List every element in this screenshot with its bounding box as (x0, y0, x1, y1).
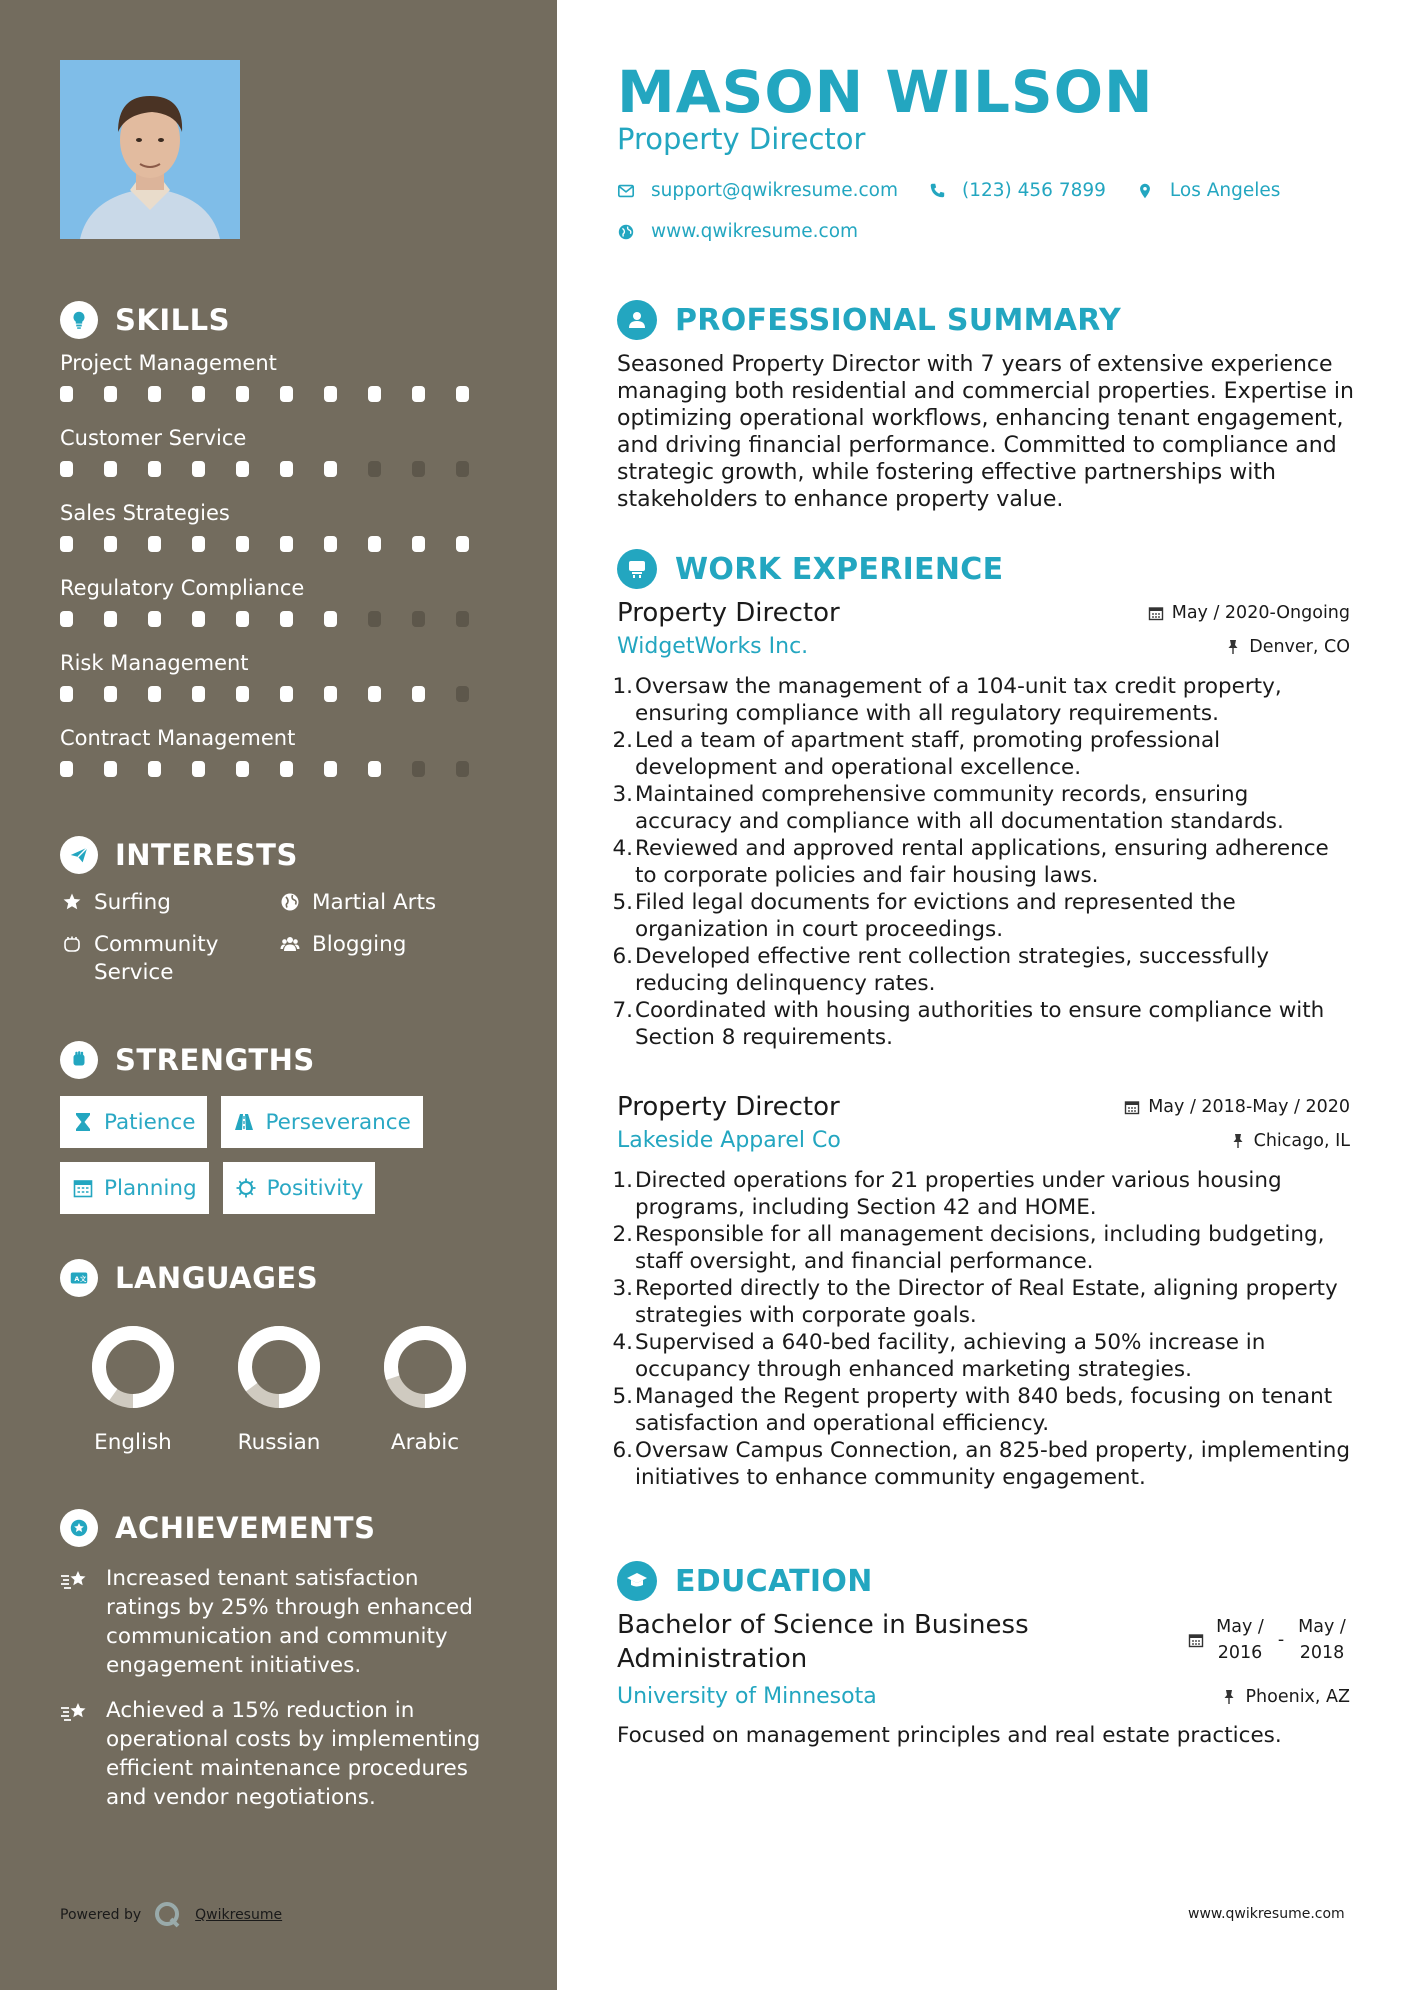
skill-name: Regulatory Compliance (60, 576, 305, 600)
pushpin-icon (1230, 1133, 1246, 1149)
skill-level-dot (368, 611, 381, 627)
skill-level-dot (324, 536, 337, 552)
pushpin-icon (1225, 639, 1241, 655)
strength-label: Perseverance (265, 1109, 411, 1135)
skill-level-dot (60, 611, 73, 627)
candidate-name: MASON WILSON (617, 58, 1154, 126)
globe-icon (278, 889, 302, 912)
trophy-icon (60, 1509, 98, 1547)
skill-level-dot (456, 536, 469, 552)
skill-level-dot (412, 461, 425, 477)
users-icon (278, 931, 302, 954)
achievement-text: Increased tenant satisfaction ratings by 25% through enhanced communication and community engagement initiatives. (106, 1566, 473, 1678)
envelope-icon (617, 182, 635, 200)
job-entry (612, 1092, 1351, 1491)
skill-level-dot (324, 686, 337, 702)
achievement-item (60, 1696, 500, 1812)
skill-level-dot (324, 761, 337, 777)
skill-level-dot (104, 386, 117, 402)
job-bullet-text: Led a team of apartment staff, promoting professional development and operational excellence. (635, 728, 1221, 780)
languages-title: LANGUAGES (115, 1261, 319, 1295)
education-location-text: Phoenix, AZ (1245, 1686, 1350, 1707)
job-bullet-text: Supervised a 640-bed facility, achieving a 50% increase in occupancy through enhanced marketing strategies. (635, 1330, 1266, 1382)
job-bullet: 5. Managed the Regent property with 840 beds, focusing on tenant satisfaction and operational efficiency. (617, 1383, 1350, 1437)
degree-title: Bachelor of Science in Business Administration (617, 1610, 1029, 1674)
skill-level-dot (280, 386, 293, 402)
translate-icon (60, 1259, 98, 1297)
language-level-ring (90, 1324, 176, 1410)
skill-level-dot (148, 611, 161, 627)
skill-level-dot (236, 386, 249, 402)
strength-tag (60, 1096, 207, 1148)
sidebar (0, 0, 557, 1990)
powered-by (60, 1900, 282, 1930)
job-location-text: Chicago, IL (1253, 1130, 1350, 1151)
skill-level-dot (412, 386, 425, 402)
job-bullet: 5. Filed legal documents for evictions and represented the organization in court proceedings. (617, 889, 1350, 943)
skill-item (60, 348, 500, 423)
job-bullet: 6. Oversaw Campus Connection, an 825-bed property, implementing initiatives to enhance community engagement. (612, 1438, 1351, 1490)
job-bullet: 2. Responsible for all management decisions, including budgeting, staff oversight, and financial performance. (617, 1221, 1350, 1275)
skill-level-dot (412, 686, 425, 702)
skill-level-dot (456, 761, 469, 777)
skill-level-dot (104, 536, 117, 552)
phone-number[interactable]: (123) 456 7899 (962, 180, 1106, 201)
skill-level (60, 386, 500, 402)
job-bullet-text: Managed the Regent property with 840 beds, focusing on tenant satisfaction and operational efficiency. (635, 1384, 1333, 1436)
job-bullet-text: Coordinated with housing authorities to ensure compliance with Section 8 requirements. (635, 998, 1325, 1050)
interest-item (60, 931, 278, 987)
education-description: Focused on management principles and real estate practices. (617, 1723, 1282, 1748)
summary-heading (617, 300, 1121, 340)
brand-link[interactable]: Qwikresume (195, 1907, 283, 1923)
strength-tag (60, 1162, 209, 1214)
language-level-ring (382, 1324, 468, 1410)
skill-level-dot (412, 536, 425, 552)
interest-label: Blogging (312, 932, 407, 957)
skill-level-dot (280, 611, 293, 627)
interests-section (60, 835, 500, 987)
strength-tag (223, 1162, 376, 1214)
skill-level-dot (236, 611, 249, 627)
language-item (206, 1324, 352, 1455)
skill-level-dot (60, 536, 73, 552)
skill-name: Sales Strategies (60, 501, 230, 525)
graduation-cap-icon (617, 1561, 657, 1601)
location-text: Los Angeles (1169, 180, 1281, 201)
skill-level-dot (456, 686, 469, 702)
skill-level-dot (324, 461, 337, 477)
job-bullet: 1. Oversaw the management of a 104-unit tax credit property, ensuring compliance with all regulatory requirements. (617, 673, 1350, 727)
skill-level-dot (148, 461, 161, 477)
education-title: EDUCATION (675, 1563, 873, 1599)
achievement-text: Achieved a 15% reduction in operational costs by implementing efficient maintenance procedures and vendor negotiations. (106, 1698, 481, 1810)
education-end: May / 2018 (1298, 1617, 1346, 1663)
achievements-section (60, 1508, 500, 1812)
job-bullet-text: Oversaw the management of a 104-unit tax credit property, ensuring compliance with all regulatory requirements. (635, 674, 1282, 726)
language-name: English (94, 1430, 172, 1455)
language-name: Russian (237, 1430, 321, 1455)
skill-level-dot (148, 686, 161, 702)
skill-item (60, 573, 500, 648)
skill-item (60, 648, 500, 723)
interest-label: Community Service (94, 932, 219, 985)
languages-section (60, 1258, 500, 1455)
shooting-star-icon (60, 1696, 94, 1812)
experience-heading (617, 549, 1003, 589)
skill-level (60, 761, 500, 777)
skill-level-dot (368, 461, 381, 477)
skill-level-dot (280, 686, 293, 702)
skills-section (60, 300, 500, 798)
skill-level (60, 461, 500, 477)
job-bullet: 4. Reviewed and approved rental applications, ensuring adherence to corporate policies and fair housing laws. (617, 835, 1350, 889)
education-start: May / 2016 (1216, 1617, 1264, 1663)
education-location (1221, 1687, 1350, 1707)
hand-icon (60, 931, 84, 954)
skill-level-dot (104, 461, 117, 477)
email-link[interactable]: support@qwikresume.com (651, 180, 898, 201)
skill-name: Contract Management (60, 726, 296, 750)
experience-title: WORK EXPERIENCE (675, 551, 1004, 587)
job-bullet: 3. Maintained comprehensive community records, ensuring accuracy and compliance with all documentation standards. (617, 781, 1350, 835)
job-date (1124, 1097, 1350, 1117)
powered-by-label: Powered by (60, 1907, 142, 1923)
skill-level-dot (104, 611, 117, 627)
job-bullets (612, 1167, 1351, 1491)
skill-level-dot (60, 761, 73, 777)
skill-item (60, 498, 500, 573)
job-bullet: 4. Supervised a 640-bed facility, achieving a 50% increase in occupancy through enhanced marketing strategies. (617, 1329, 1350, 1383)
interest-item (60, 889, 278, 917)
job-bullet-text: Maintained comprehensive community records, ensuring accuracy and compliance with all documentation standards. (635, 782, 1284, 834)
hourglass-icon (72, 1111, 104, 1133)
job-bullet-text: Reported directly to the Director of Real Estate, aligning property strategies with corporate goals. (635, 1276, 1338, 1328)
profile-photo (60, 60, 240, 239)
skill-level-dot (60, 386, 73, 402)
job-bullet-text: Directed operations for 21 properties under various housing programs, including Section 42 and HOME. (635, 1168, 1282, 1220)
interest-label: Martial Arts (312, 890, 437, 915)
calendar-icon (72, 1177, 104, 1199)
strength-label: Positivity (266, 1175, 364, 1201)
interest-item (278, 889, 488, 917)
briefcase-icon (617, 549, 657, 589)
skill-level-dot (192, 686, 205, 702)
achievement-item (60, 1564, 500, 1680)
skill-level-dot (60, 686, 73, 702)
job-location (1230, 1131, 1350, 1151)
skill-level-dot (324, 386, 337, 402)
job-bullet-text: Responsible for all management decisions, including budgeting, staff oversight, and financial performance. (635, 1222, 1325, 1274)
job-title: Property Director (617, 1092, 840, 1122)
skill-level-dot (192, 536, 205, 552)
language-name: Arabic (390, 1430, 460, 1455)
skill-level-dot (456, 611, 469, 627)
job-entry (612, 598, 1350, 1051)
contact-line-2 (617, 221, 858, 242)
website-link[interactable]: www.qwikresume.com (651, 221, 859, 242)
skill-level-dot (368, 536, 381, 552)
language-item (352, 1324, 498, 1455)
skill-level-dot (324, 611, 337, 627)
skills-title: SKILLS (115, 303, 230, 337)
skill-level-dot (148, 386, 161, 402)
job-bullet: 6. Developed effective rent collection strategies, successfully reducing delinquency rates. (617, 943, 1350, 997)
contact-line-1 (617, 180, 1280, 201)
phone-icon (928, 182, 946, 200)
skill-item (60, 723, 500, 798)
summary-title: PROFESSIONAL SUMMARY (675, 302, 1122, 338)
globe-icon (617, 223, 635, 241)
job-date-text: May / 2018-May / 2020 (1148, 1097, 1350, 1117)
skill-level-dot (236, 761, 249, 777)
skill-level (60, 611, 500, 627)
calendar-icon (1188, 1632, 1204, 1648)
job-location (1225, 637, 1350, 657)
skill-level-dot (368, 386, 381, 402)
job-bullet: 1. Directed operations for 21 properties under various housing programs, including Section 42 and HOME. (617, 1167, 1350, 1221)
skill-level-dot (60, 461, 73, 477)
road-icon (233, 1111, 265, 1133)
job-title: Property Director (617, 598, 840, 628)
skill-level (60, 686, 500, 702)
strengths-title: STRENGTHS (115, 1043, 315, 1077)
company-name: WidgetWorks Inc. (617, 634, 809, 659)
education-entry (617, 1608, 1350, 1748)
qwikresume-logo-icon (153, 1900, 183, 1930)
map-pin-icon (1136, 182, 1154, 200)
skill-item (60, 423, 500, 498)
skill-level-dot (236, 461, 249, 477)
skill-name: Customer Service (60, 426, 247, 450)
user-icon (617, 300, 657, 340)
job-bullet: 2. Led a team of apartment staff, promoting professional development and operational excellence. (617, 727, 1350, 781)
interest-label: Surfing (94, 890, 171, 915)
job-bullet-text: Developed effective rent collection strategies, successfully reducing delinquency rates. (635, 944, 1269, 996)
skill-level-dot (104, 686, 117, 702)
job-bullet: 7. Coordinated with housing authorities to ensure compliance with Section 8 requirements. (617, 997, 1350, 1051)
skill-level-dot (148, 761, 161, 777)
language-level-ring (236, 1324, 322, 1410)
strength-tag (221, 1096, 422, 1148)
education-date: May / 2016 - May / 2018 (1188, 1614, 1350, 1666)
summary-text: Seasoned Property Director with 7 years of extensive experience managing both residential and commercial properties. Expertise in optimizing operational workflows, enhancing tenant engagement, and driving financial performance. Committed to compliance and strategic growth, while fostering effective partnerships with stakeholders to enhance property value. (617, 352, 1354, 512)
skill-level-dot (192, 461, 205, 477)
fist-icon (60, 1041, 98, 1079)
sun-icon (235, 1177, 267, 1199)
skill-level-dot (280, 536, 293, 552)
job-date (1148, 603, 1350, 623)
job-bullet-text: Reviewed and approved rental applications, ensuring adherence to corporate policies and fair housing laws. (635, 836, 1329, 888)
job-location-text: Denver, CO (1249, 636, 1350, 657)
svg-text:文: 文 (79, 1275, 87, 1284)
skill-level-dot (280, 761, 293, 777)
calendar-icon (1124, 1099, 1140, 1115)
strengths-section (60, 1040, 500, 1214)
skill-level-dot (412, 761, 425, 777)
interest-item (278, 931, 488, 987)
skill-level-dot (236, 536, 249, 552)
language-item (60, 1324, 206, 1455)
education-heading (617, 1561, 873, 1601)
shooting-star-icon (60, 1564, 94, 1680)
school-name: University of Minnesota (617, 1684, 877, 1709)
job-bullet-text: Oversaw Campus Connection, an 825-bed property, implementing initiatives to enhance community engagement. (635, 1438, 1351, 1490)
skill-level-dot (412, 611, 425, 627)
skill-name: Project Management (60, 351, 277, 375)
pushpin-icon (1221, 1689, 1237, 1705)
strength-label: Planning (104, 1175, 197, 1201)
skill-level-dot (456, 386, 469, 402)
company-name: Lakeside Apparel Co (617, 1128, 841, 1153)
job-bullet-text: Filed legal documents for evictions and represented the organization in court proceedings. (635, 890, 1236, 942)
skill-level-dot (148, 536, 161, 552)
skill-level-dot (192, 761, 205, 777)
skill-level-dot (104, 761, 117, 777)
job-bullet: 3. Reported directly to the Director of Real Estate, aligning property strategies with corporate goals. (617, 1275, 1350, 1329)
star-icon (60, 889, 84, 912)
skill-level-dot (236, 686, 249, 702)
svg-text:A: A (74, 1275, 80, 1284)
skill-level-dot (368, 686, 381, 702)
job-date-text: May / 2020-Ongoing (1171, 603, 1350, 623)
calendar-icon (1148, 605, 1164, 621)
interests-title: INTERESTS (115, 838, 298, 872)
skill-level-dot (456, 461, 469, 477)
skill-name: Risk Management (60, 651, 249, 675)
skill-level (60, 536, 500, 552)
achievements-title: ACHIEVEMENTS (115, 1511, 376, 1545)
skill-level-dot (368, 761, 381, 777)
skill-level-dot (192, 611, 205, 627)
job-bullets (612, 673, 1350, 1051)
lightbulb-icon (60, 301, 98, 339)
footer-website[interactable]: www.qwikresume.com (1188, 1906, 1345, 1922)
strength-label: Patience (104, 1109, 196, 1135)
skill-level-dot (192, 386, 205, 402)
skill-level-dot (280, 461, 293, 477)
paper-plane-icon (60, 836, 98, 874)
candidate-role: Property Director (617, 122, 866, 156)
